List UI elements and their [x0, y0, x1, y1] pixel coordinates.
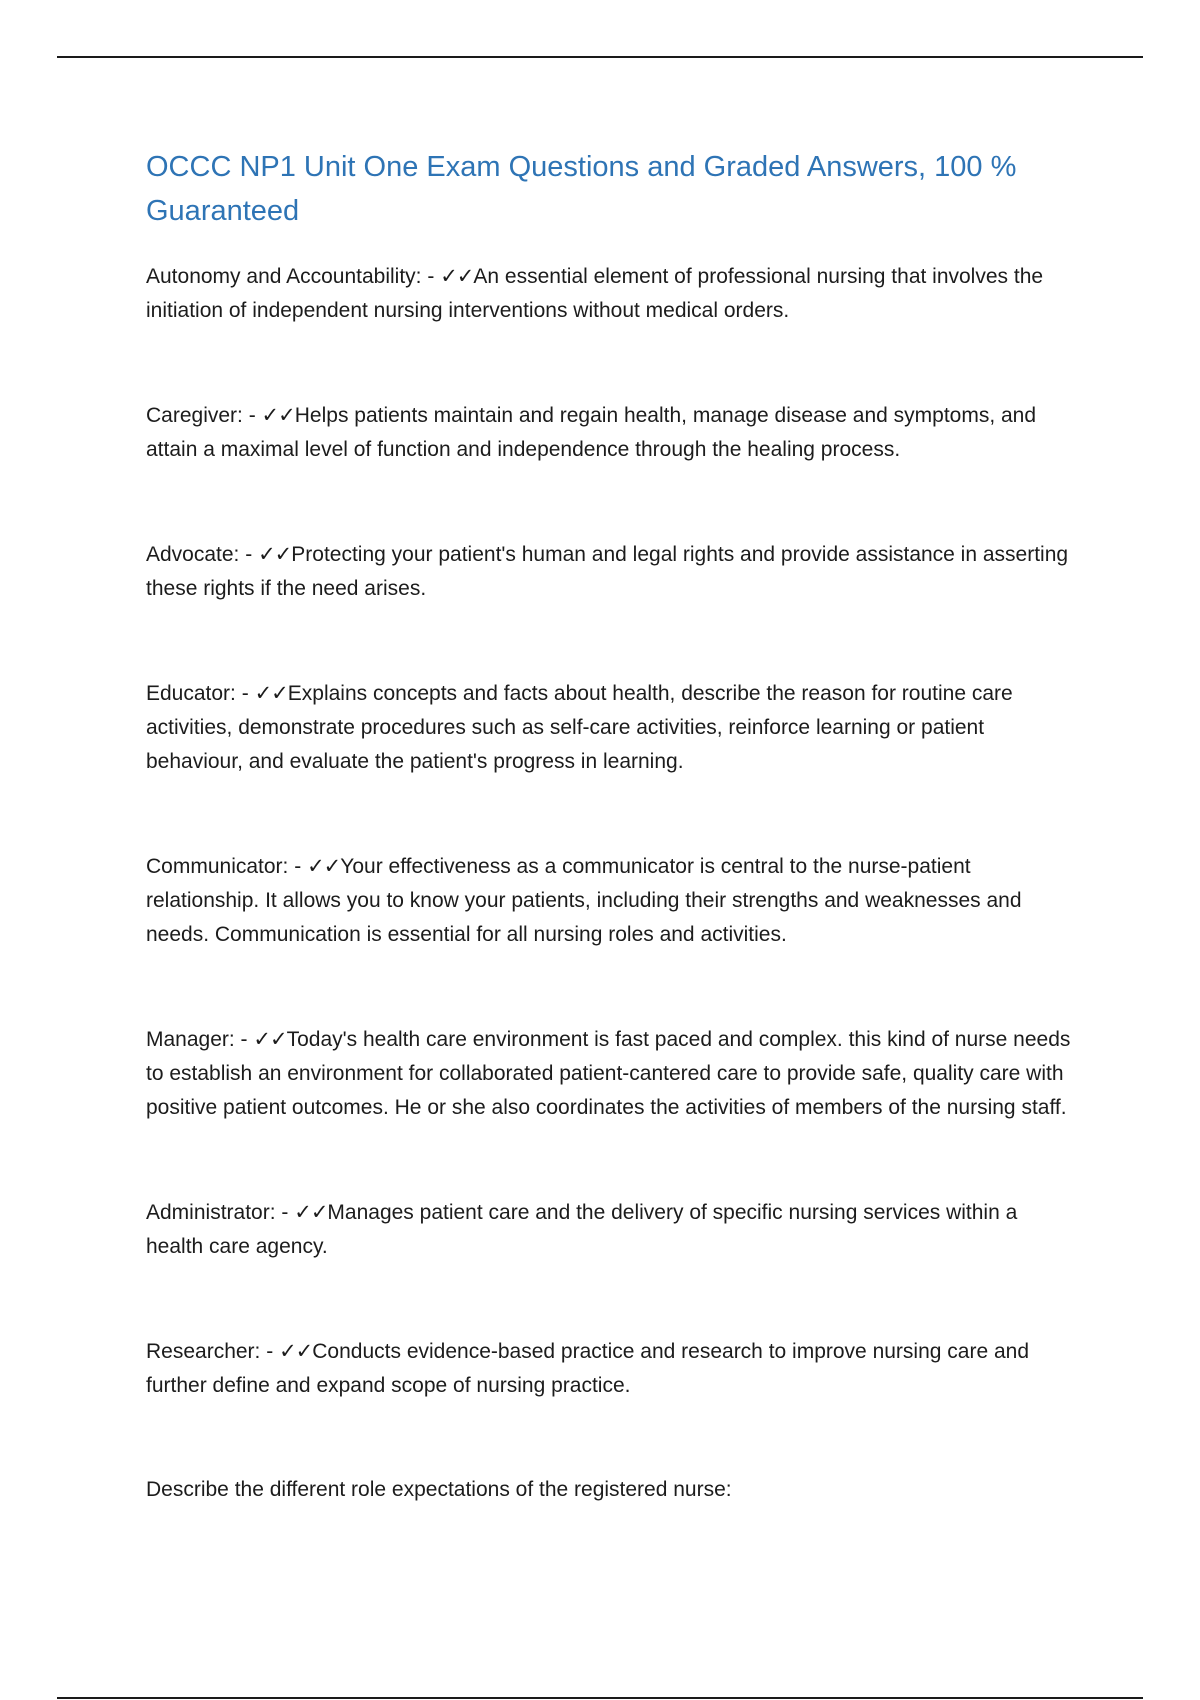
entry-advocate: [146, 537, 1076, 606]
entry-administrator: [146, 1195, 1076, 1264]
entry-separator: -: [234, 1028, 254, 1051]
check-marks-icon: ✓✓: [261, 403, 295, 427]
entry-definition: An essential element of professional nursing that involves the initiation of independent nursing interventions without medical orders.: [146, 265, 1044, 322]
entry-definition: Your effectiveness as a communicator is central to the nurse-patient relationship. It allows you to know your patients, including their strengths and weaknesses and needs. Communication is essential for all nursing roles and activities.: [146, 855, 1022, 946]
entry-separator: -: [288, 855, 308, 878]
entry-separator: -: [239, 543, 259, 566]
final-question: Describe the different role expectations of the registered nurse:: [146, 1478, 732, 1501]
document-title: OCCC NP1 Unit One Exam Questions and Graded Answers, 100 % Guaranteed: [146, 151, 1017, 227]
check-marks-icon: ✓✓: [279, 1339, 313, 1363]
check-marks-icon: ✓✓: [254, 681, 288, 705]
entry-separator: -: [421, 265, 441, 288]
entry-separator: -: [260, 1340, 280, 1363]
entry-researcher: [146, 1334, 1076, 1403]
entry-manager: [146, 1022, 1076, 1125]
header-rule: [57, 56, 1143, 58]
entry-term: Advocate:: [146, 543, 240, 566]
entry-separator: -: [242, 404, 262, 427]
entry-definition: Manages patient care and the delivery of specific nursing services within a health care agency.: [146, 1201, 1018, 1258]
check-marks-icon: ✓✓: [258, 542, 292, 566]
entry-definition: Today's health care environment is fast paced and complex. this kind of nurse needs to establish an environment for collaborated patient-cantered care to provide safe, quality care with positive patient outcomes. He or she also coordinates the activities of members of the nursing staff.: [146, 1028, 1071, 1119]
entry-term: Administrator:: [146, 1201, 276, 1224]
entry-definition: Protecting your patient's human and legal rights and provide assistance in asserting these rights if the need arises.: [146, 543, 1069, 600]
document-body: [146, 145, 1076, 1507]
check-marks-icon: ✓✓: [294, 1200, 328, 1224]
footer-rule: [57, 1697, 1143, 1699]
entry-term: Researcher:: [146, 1340, 261, 1363]
entry-autonomy: [146, 259, 1076, 328]
entry-definition: Helps patients maintain and regain health, manage disease and symptoms, and attain a maximal level of function and independence through the healing process.: [146, 404, 1037, 461]
entry-term: Manager:: [146, 1028, 235, 1051]
entry-separator: -: [235, 682, 255, 705]
check-marks-icon: ✓✓: [307, 854, 341, 878]
entry-definition: Explains concepts and facts about health, describe the reason for routine care activities, demonstrate procedures such as self-care activities, reinforce learning or patient behaviour, and evaluate the patient's progress in learning.: [146, 682, 1013, 773]
entry-term: Autonomy and Accountability:: [146, 265, 422, 288]
entry-term: Educator:: [146, 682, 236, 705]
entry-communicator: [146, 849, 1076, 952]
entry-educator: [146, 676, 1076, 779]
check-marks-icon: ✓✓: [253, 1027, 287, 1051]
entry-term: Caregiver:: [146, 404, 243, 427]
check-marks-icon: ✓✓: [440, 264, 474, 288]
entry-caregiver: [146, 398, 1076, 467]
entry-definition: Conducts evidence-based practice and research to improve nursing care and further define and expand scope of nursing practice.: [146, 1340, 1030, 1397]
entry-term: Communicator:: [146, 855, 289, 878]
entry-separator: -: [275, 1201, 295, 1224]
